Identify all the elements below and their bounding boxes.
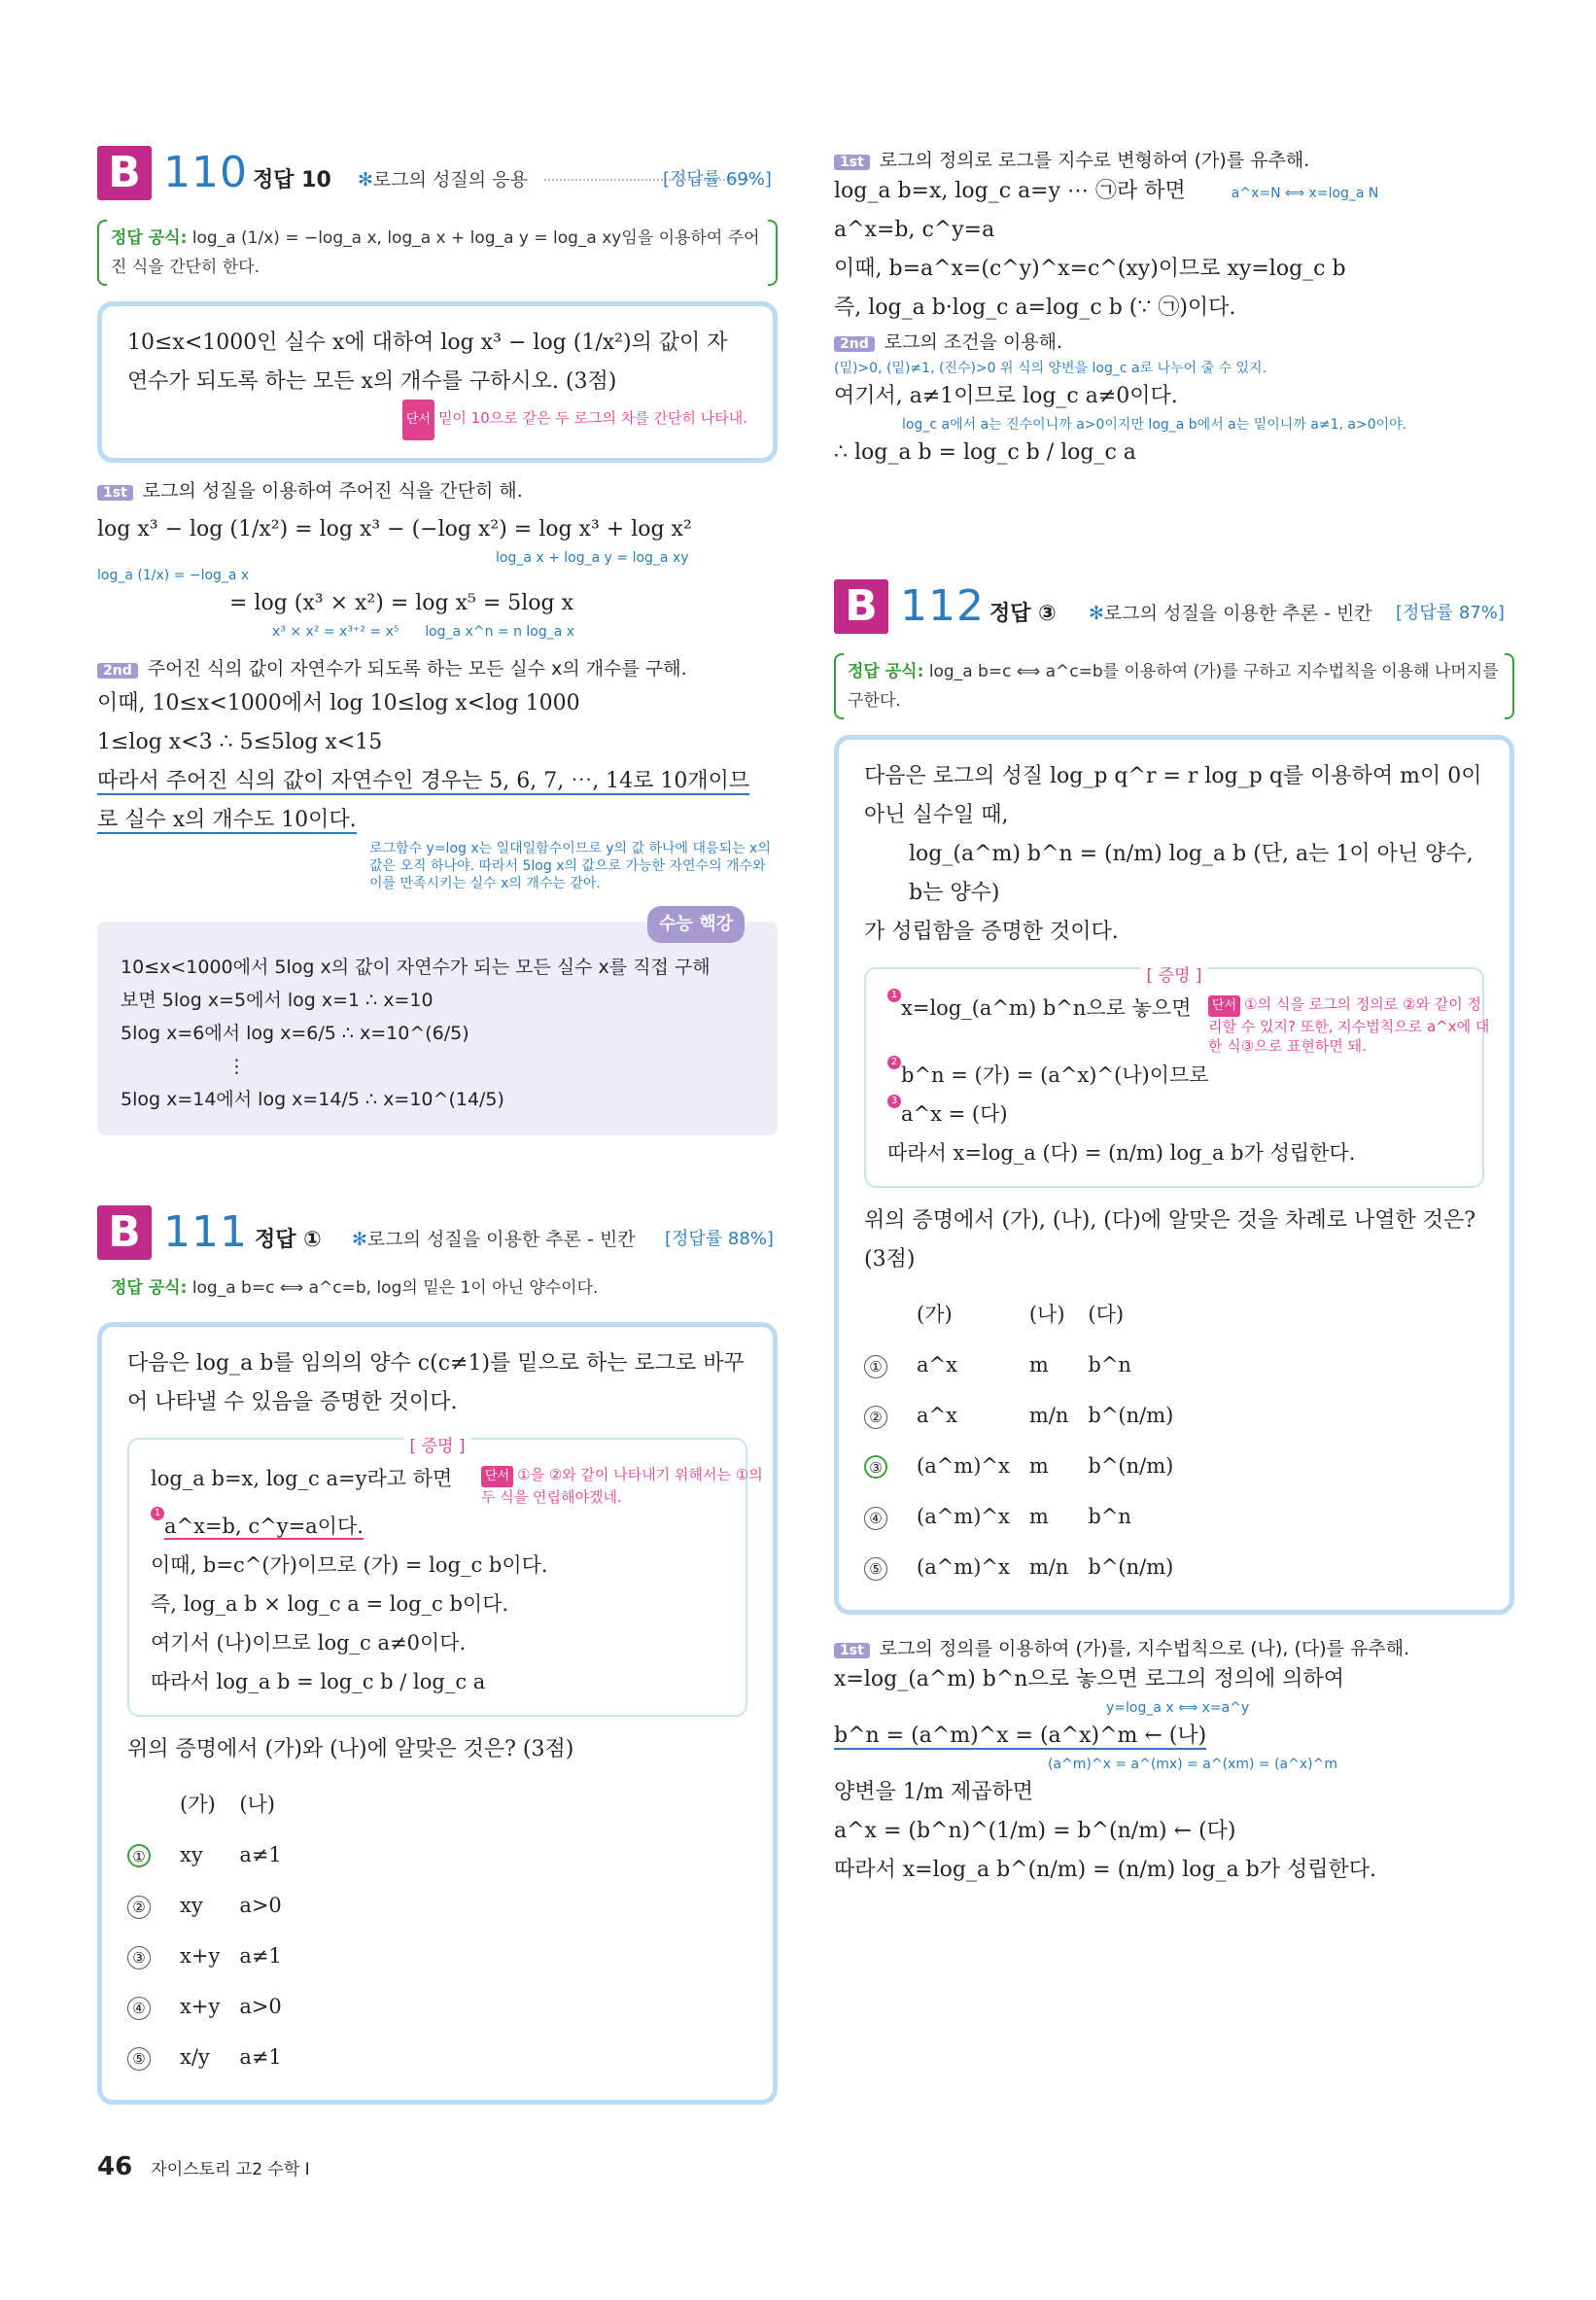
step-2-math: 이때, 10≤x<1000에서 log 10≤log x<log 1000 1≤log x<3 ∴ 5≤5log x<15 따라서 주어진 식의 값이 자연수인 경우는 5, 6, 7, ⋯, 14로 10개이므로 실수 x의 개수도 10이다. 로그함수 y=log x는 일대일함수이므로 y의 값 하나에 대응되는 x의 값은 오직 하나야. 따라서 5log x의 값으로 가능한 자연수의 개수와 이를 만족시키는 실수 x의 개수는 같아. — [97, 691, 771, 891]
star-icon: ✻ — [358, 169, 373, 191]
answer-formula: 정답 공식: log_a b=c ⟺ a^c=b, log의 밑은 1이 아닌 양수이다. — [111, 1278, 599, 1298]
page-footer — [97, 2152, 310, 2181]
csat-tag: 수능 핵강 — [647, 906, 745, 943]
choice-4[interactable]: ④ x+y a>0 — [127, 1981, 301, 2032]
choice-5[interactable]: ⑤ (a^m)^x m/n b^(n/m) — [864, 1542, 1193, 1592]
p111-solution-step-1: 1st 로그의 정의로 로그를 지수로 변형하여 (가)를 유추해. — [834, 146, 1514, 172]
step-1-math: log x³ − log (1/x²) = log x³ − (−log x²) = log x³ + log x² log_a x + log_a y = log_a xy log_a (1/x) = −log_a x = log (x³ × x²) = log x⁵ = 5log x x³ × x² = x³⁺² = x⁵ log_a x^n = n log_a x — [97, 517, 692, 640]
p111-solution-math: log_a b=x, log_c a=y ⋯ ㉠라 하면 a^x=N ⟺ x=log_a N a^x=b, c^y=a 이때, b=a^x=(c^y)^x=c^(xy)이므로 xy=log_c b 즉, log_a b·log_c a=log_c b (∵ ㉠)이다. — [834, 179, 1379, 320]
correct-rate: [정답률 69%] — [663, 169, 772, 190]
choice-1[interactable]: ① a^x m b^n — [864, 1340, 1193, 1390]
correct-rate: [정답률 88%] — [665, 1229, 774, 1249]
p111-solution-step-2: 2nd 로그의 조건을 이용해. — [834, 328, 1514, 354]
problem-112-header — [834, 579, 1514, 638]
answer-label: 정답 10 — [253, 168, 331, 192]
star-icon: ✻ — [1089, 603, 1104, 624]
question-box — [97, 301, 778, 463]
topic-label: ✻로그의 성질의 응용 — [358, 169, 528, 191]
p111-solution-math-2: 여기서, a≠1이므로 log_c a≠0이다. log_c a에서 a는 진수이니까 a>0이지만 log_a b에서 a는 밑이니까 a≠1, a>0이야. ∴ log_a b = log_c b / log_c a — [834, 384, 1407, 465]
choices-table: (가) (나) (다) ① a^x m b^n ② a^x m/n b^(n/m) ③ (a^m)^x m b^(n/m) ④ (a^m)^x m b^n ⑤ (a^m)^x m/n b^(n/m) — [864, 1289, 1193, 1592]
choices-table: (가) (나) ① xy a≠1 ② xy a>0 ③ x+y a≠1 ④ x+y a>0 ⑤ x/y a≠1 — [127, 1779, 301, 2082]
problem-number: 112 — [900, 581, 985, 631]
p112-solution-math: x=log_(a^m) b^n으로 놓으면 로그의 정의에 의하여 y=log_a x ⟺ x=a^y b^n = (a^m)^x = (a^x)^m ← (나) (a^m)^x = a^(mx) = a^(xm) = (a^x)^m 양변을 1/m 제곱하면 a^x = (b^n)^(1/m) = b^(n/m) ← (다) 따라서 x=log_a b^(n/m) = (n/m) log_a b가 성립한다. — [834, 1667, 1377, 1882]
problem-number: 111 — [163, 1207, 248, 1257]
hint-label: 단서 — [402, 400, 434, 440]
topic-label: ✻로그의 성질을 이용한 추론 - 빈칸 — [1089, 603, 1372, 624]
choice-2[interactable]: ② a^x m/n b^(n/m) — [864, 1390, 1193, 1441]
page-number: 46 — [97, 2152, 133, 2181]
answer-label: 정답 ① — [255, 1228, 322, 1252]
problem-111-header — [97, 1205, 778, 1264]
answer-formula: 정답 공식: log_a b=c ⟺ a^c=b를 이용하여 (가)를 구하고 지수법칙을 이용해 나머지를 구한다. — [834, 651, 1514, 721]
difficulty-badge: B — [834, 579, 888, 634]
choice-3[interactable]: ③ x+y a≠1 — [127, 1931, 301, 1981]
question-ask: 위의 증명에서 (가)와 (나)에 알맞은 것은? (3점) — [127, 1737, 574, 1761]
p112-solution-step-1: 1st 로그의 정의를 이용하여 (가)를, 지수법칙으로 (나), (다)를 유추해. — [834, 1634, 1514, 1660]
left-column — [97, 146, 778, 2105]
solution-step-2: 2nd 주어진 식의 값이 자연수가 되도록 하는 모든 실수 x의 개수를 구해. — [97, 654, 778, 680]
answer-formula: 정답 공식: log_a (1/x) = −log_a x, log_a x + log_a y = log_a xy임을 이용하여 주어진 식을 간단히 한다. — [97, 218, 778, 288]
choice-5[interactable]: ⑤ x/y a≠1 — [127, 2032, 301, 2082]
right-column: 1st 로그의 정의로 로그를 지수로 변형하여 (가)를 유추해. log_a b=x, log_c a=y ⋯ ㉠라 하면 a^x=N ⟺ x=log_a N a^x=b, c^y=a 이때, b=a^x=(c^y)^x=c^(xy)이므로 xy=log_c b 즉, log_a b·log_c a=log_c b (∵ ㉠)이다. 2nd 로그의 조건을 이용해. (밑)>0, (밑)≠1, (진수)>0 위 식의 양변을 log_c a로 나누어 줄 수 있지. 여기서, a≠1이므로 log_c a≠0이다. log_c a에서 a는 진수이니까 a>0이지만 log_a b에서 a는 밑이니까 a≠1, a>0이야. ∴ log_a b = log_c b / log_c a B 112 정답 ③ ✻로그의 성질을 이용한 추론 - 빈칸 [정답률 87%] 정답 공식: log_a b=c ⟺ a^c=b를 이용하여 (가)를 구하고 지수법칙을 이용해 나머지를 구한다. 다음은 로그의 성질 log_p q^r = r log_p q를 이용하여 m이 0이 아닌 실수일 때, log_(a^m) b^n = (n/m) log_a b (단, a는 1이 아닌 양수, b는 양수) 가 성립함을 증명한 것이다. [ 증명 ] 1x=log_(a^m) b^n으로 놓으면 단서 ①의 식을 로그의 정의로 ②와 같이 정리할 수 있지? 또한, 지수법칙으로 a^x에 대한 식③으로 표현하면 돼. 2b^n = (가) = (a^x)^(나)이므로 3a^x = (다) 따라서 x=log_a (다) = (n/m) log_a b가 성립한다. 위의 증명에서 (가), (나), (다)에 알맞은 것을 차례로 나열한 것은? (3점) (가) (나) (다) ① a^x m b^n ② a^x m/n b^(n/m) ③ (a^m)^x m b^(n/m) ④ (a^m)^x m b^n ⑤ (a^m)^x m/n b^(n/m) 1st 로그의 정의를 이용하여 (가)를, 지수법칙으로 (나), (다)를 유추해. x=log_(a^m) b^n으로 놓으면 로그의 정의에 의하여 y=log_a x ⟺ x=a^y b^n = (a^m)^x = (a^x)^m ← (나) (a^m)^x = a^(mx) = a^(xm) = (a^x)^m 양변을 1/m 제곱하면 a^x = (b^n)^(1/m) = b^(n/m) ← (다) 따라서 x=log_a b^(n/m) = (n/m) log_a b가 성립한다. — [834, 146, 1514, 1890]
topic-label: ✻로그의 성질을 이용한 추론 - 빈칸 — [352, 1229, 636, 1250]
hint: 단서 밑이 10으로 같은 두 로그의 차를 간단히 나타내. — [127, 398, 747, 440]
choice-1[interactable]: ① xy a≠1 — [127, 1830, 301, 1880]
question-box — [97, 1322, 778, 2105]
question-box: 다음은 로그의 성질 log_p q^r = r log_p q를 이용하여 m이 0이 아닌 실수일 때, log_(a^m) b^n = (n/m) log_a b (단, a는 1이 아닌 양수, b는 양수) 가 성립함을 증명한 것이다. [ 증명 ] 1x=log_(a^m) b^n으로 놓으면 단서 ①의 식을 로그의 정의로 ②와 같이 정리할 수 있지? 또한, 지수법칙으로 a^x에 대한 식③으로 표현하면 돼. 2b^n = (가) = (a^x)^(나)이므로 3a^x = (다) 따라서 x=log_a (다) = (n/m) log_a b가 성립한다. 위의 증명에서 (가), (나), (다)에 알맞은 것을 차례로 나열한 것은? (3점) (가) (나) (다) ① a^x m b^n ② a^x m/n b^(n/m) ③ (a^m)^x m b^(n/m) ④ (a^m)^x m b^n ⑤ (a^m)^x m/n b^(n/m) — [834, 735, 1514, 1615]
star-icon: ✻ — [352, 1229, 367, 1250]
correct-rate: [정답률 87%] — [1396, 603, 1505, 623]
proof-box: [ 증명 ] 1x=log_(a^m) b^n으로 놓으면 단서 ①의 식을 로그의 정의로 ②와 같이 정리할 수 있지? 또한, 지수법칙으로 a^x에 대한 식③으로 표현하면 돼. 2b^n = (가) = (a^x)^(나)이므로 3a^x = (다) 따라서 x=log_a (다) = (n/m) log_a b가 성립한다. — [864, 967, 1484, 1188]
difficulty-badge: B — [97, 1205, 152, 1260]
solution-step-1: 1st 로그의 성질을 이용하여 주어진 식을 간단히 해. — [97, 476, 778, 503]
choice-3[interactable]: ③ (a^m)^x m b^(n/m) — [864, 1441, 1193, 1491]
csat-core-box: 수능 핵강 10≤x<1000에서 5log x의 값이 자연수가 되는 모든 실수 x를 직접 구해 보면 5log x=5에서 log x=1 ∴ x=10 5log x=6에서 log x=6/5 ∴ x=10^(6/5) ⋮ 5log x=14에서 log x=14/5 ∴ x=10^(14/5) — [97, 922, 778, 1135]
formula-text: log_a (1/x) = −log_a x, log_a x + log_a y = log_a xy임을 이용하여 주어진 식을 간단히 한다. — [111, 228, 760, 277]
proof-box: [ 증명 ] log_a b=x, log_c a=y라고 하면 단서 ①을 ②와 같이 나타내기 위해서는 ①의 두 식을 연립해야겠네. 1a^x=b, c^y=a이다. 이때, b=c^(가)이므로 (가) = log_c b이다. 즉, log_a b × log_c a = log_c b이다. 여기서 (나)이므로 log_c a≠0이다. 따라서 log_a b = log_c b / log_c a — [127, 1438, 747, 1717]
choice-2[interactable]: ② xy a>0 — [127, 1880, 301, 1931]
answer-label: 정답 ③ — [989, 602, 1057, 626]
question-text: 10≤x<1000인 실수 x에 대하여 log x³ − log (1/x²)의 값이 자연수가 되도록 하는 모든 x의 개수를 구하시오. (3점) — [127, 331, 728, 394]
difficulty-badge: B — [97, 146, 152, 200]
problem-110-header — [97, 146, 778, 204]
choice-4[interactable]: ④ (a^m)^x m b^n — [864, 1491, 1193, 1542]
problem-number: 110 — [163, 148, 248, 197]
question-text: 다음은 log_a b를 임의의 양수 c(c≠1)를 밑으로 하는 로그로 바꾸어 나타낼 수 있음을 증명한 것이다. — [127, 1351, 745, 1414]
book-title: 자이스토리 고2 수학 I — [151, 2160, 310, 2179]
